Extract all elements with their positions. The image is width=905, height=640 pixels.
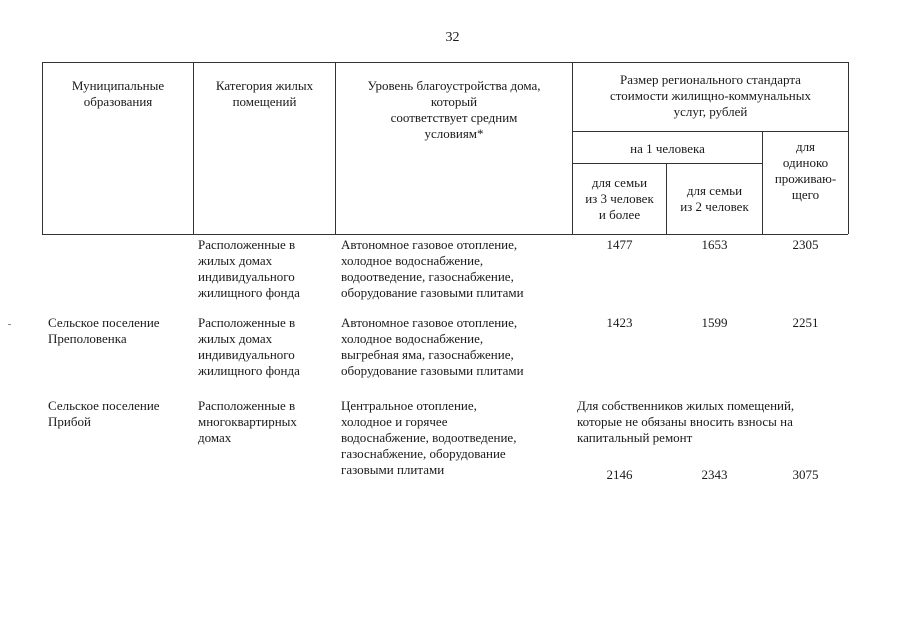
row1-single: 2305 [792,237,819,252]
left-border [42,62,43,234]
row3-family-3-plus: 2146 [606,467,633,482]
col-divider-3 [572,62,573,234]
header-municipality: Муниципальные образования [71,78,165,109]
header-top-border [42,62,848,63]
header-per-person: на 1 человека [630,141,705,156]
row1-family-3-plus: 1477 [606,237,633,252]
margin-mark [8,324,11,325]
row3-single: 3075 [792,467,819,482]
header-category: Категория жилых помещений [215,78,314,109]
header-bottom-border [42,234,848,235]
page-number: 32 [445,30,460,45]
row1-amenity: Автономное газовое отопление, холодное водоснабжение, водоотведение, газоснабжение, оборудование газовыми плитами [341,237,524,300]
header-family-3-plus: для семьи из 3 человек и более [585,175,654,222]
col-divider-2 [335,62,336,234]
header-family-2: для семьи из 2 человек [680,183,749,214]
row2-municipality: Сельское поселение Преполовенка [48,315,160,346]
row1-family-2: 1653 [701,237,728,252]
row3-category: Расположенные в многоквартирных домах [198,398,297,445]
row3-municipality: Сельское поселение Прибой [48,398,160,429]
col-divider-5 [762,131,763,234]
row3-note: Для собственников жилых помещений, которые не обязаны вносить взносы на капитальный ремонт [577,398,795,445]
row2-amenity: Автономное газовое отопление, холодное водоснабжение, выгребная яма, газоснабжение, оборудование газовыми плитами [341,315,524,378]
row3-family-2: 2343 [701,467,728,482]
col-divider-1 [193,62,194,234]
header-single-resident: для одиноко проживаю- щего [774,139,837,202]
row2-family-3-plus: 1423 [606,315,633,330]
header-amenity: Уровень благоустройства дома, который соответствует средним условиям* [367,78,541,141]
header-standard-size: Размер регионального стандарта стоимости жилищно-коммунальных услуг, рублей [610,72,811,119]
per-person-divider [572,163,762,164]
subheader-divider [572,131,848,132]
right-border [848,62,849,234]
row3-amenity: Центральное отопление, холодное и горячее водоснабжение, водоотведение, газоснабжение, оборудование газовыми плитами [341,398,517,477]
col-divider-4 [666,163,667,234]
row1-category: Расположенные в жилых домах индивидуального жилищного фонда [198,237,300,300]
row2-family-2: 1599 [701,315,728,330]
row2-category: Расположенные в жилых домах индивидуального жилищного фонда [198,315,300,378]
row2-single: 2251 [792,315,819,330]
